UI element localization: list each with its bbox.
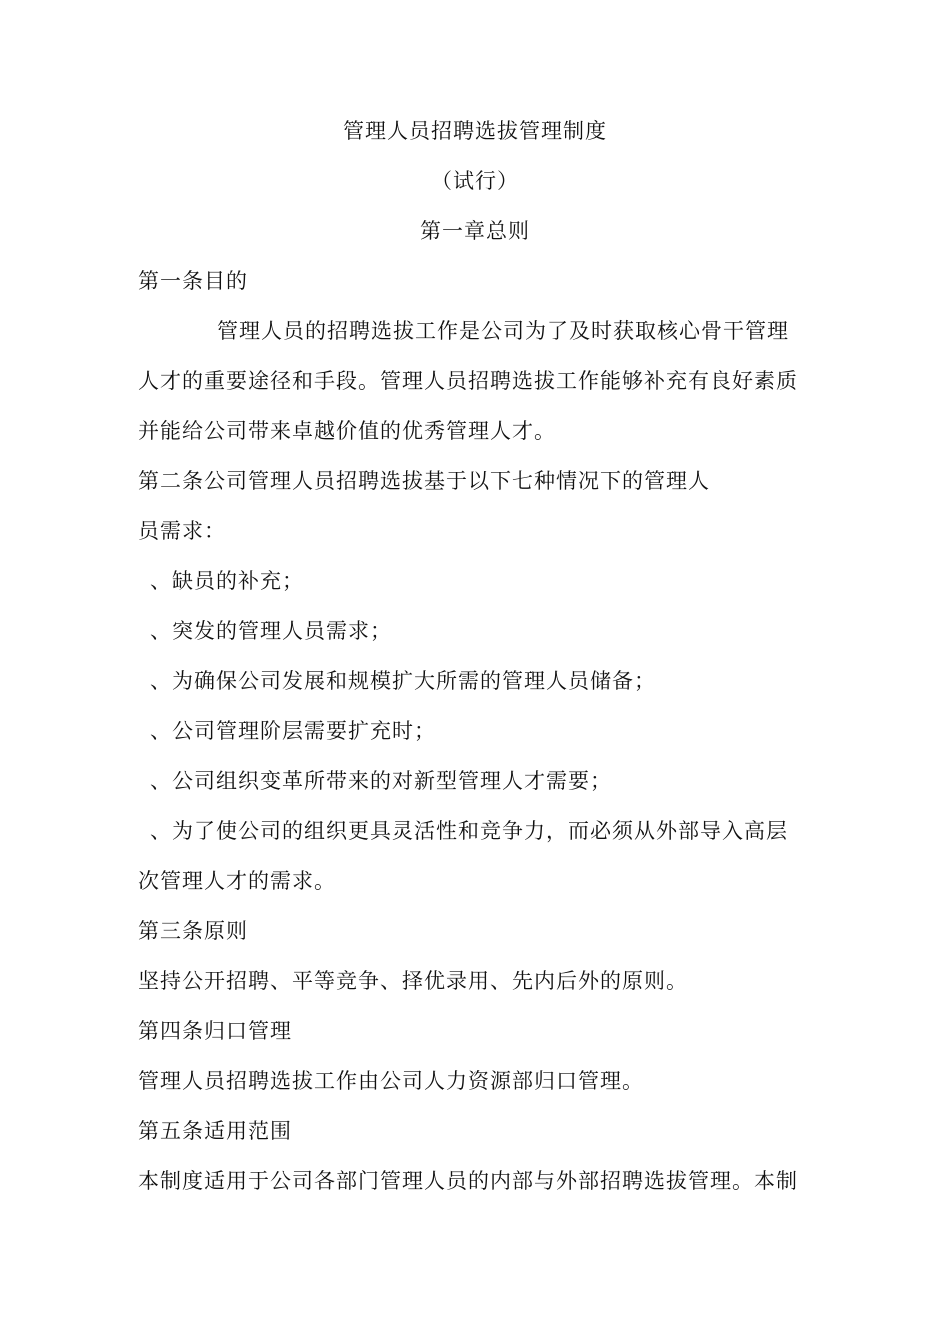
paragraph-line: 管理人员招聘选拔工作由公司人力资源部归口管理。	[138, 1069, 644, 1093]
list-item: 、为确保公司发展和规模扩大所需的管理人员储备；	[150, 669, 656, 693]
list-item: 、公司组织变革所带来的对新型管理人才需要；	[150, 769, 612, 793]
document-subtitle: （试行）	[431, 169, 519, 193]
list-item: 、缺员的补充；	[150, 569, 304, 593]
list-item: 、为了使公司的组织更具灵活性和竞争力，而必须从外部导入高层	[150, 819, 788, 843]
article-heading: 第三条原则	[138, 919, 248, 943]
document-title: 管理人员招聘选拔管理制度	[343, 119, 607, 143]
chapter-heading: 第一章总则	[420, 219, 530, 243]
list-item: 、公司管理阶层需要扩充时；	[150, 719, 436, 743]
article-heading: 第五条适用范围	[138, 1119, 292, 1143]
article-heading: 第四条归口管理	[138, 1019, 292, 1043]
paragraph-line: 管理人员的招聘选拔工作是公司为了及时获取核心骨干管理	[217, 319, 789, 343]
paragraph-line: 人才的重要途径和手段。管理人员招聘选拔工作能够补充有良好素质	[138, 369, 798, 393]
list-item: 、突发的管理人员需求；	[150, 619, 392, 643]
article-heading: 第二条公司管理人员招聘选拔基于以下七种情况下的管理人	[138, 469, 710, 493]
paragraph-line: 并能给公司带来卓越价值的优秀管理人才。	[138, 419, 556, 443]
paragraph-line: 员需求：	[138, 519, 226, 543]
article-heading: 第一条目的	[138, 269, 248, 293]
paragraph-line: 本制度适用于公司各部门管理人员的内部与外部招聘选拔管理。本制	[138, 1169, 798, 1193]
list-item-continuation: 次管理人才的需求。	[138, 869, 336, 893]
paragraph-line: 坚持公开招聘、平等竞争、择优录用、先内后外的原则。	[138, 969, 688, 993]
